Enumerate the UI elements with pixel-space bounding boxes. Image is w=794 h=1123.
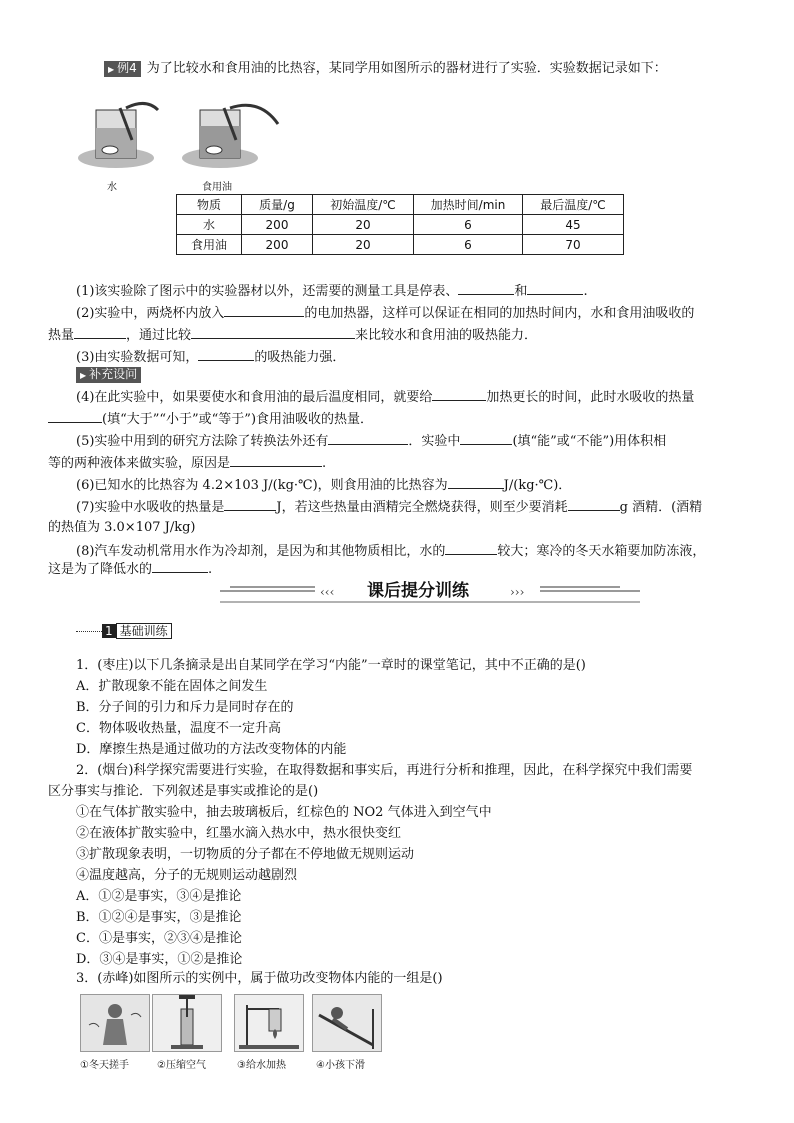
table-header: 最后温度/℃ bbox=[523, 195, 624, 215]
problem-3-stem: 3．(赤峰)如图所示的实例中，属于做功改变物体内能的一组是() bbox=[76, 971, 443, 986]
q1-text: (1)该实验除了图示中的实验器材以外，还需要的测量工具是停表、 bbox=[76, 284, 459, 299]
question-3 bbox=[76, 347, 345, 367]
q8-text-d: . bbox=[208, 562, 213, 577]
problem-2-item: ④温度越高，分子的无规则运动越剧烈 bbox=[76, 868, 298, 883]
q5-text-d: 等的两种液体来做实验，原因是 bbox=[48, 456, 231, 471]
problem-1-option-b: B．分子间的引力和斥力是同时存在的 bbox=[76, 700, 294, 715]
q3-text: (3)由实验数据可知， bbox=[76, 350, 199, 365]
answer-blank[interactable] bbox=[458, 281, 514, 295]
q2-text: (2)实验中，两烧杯内放入 bbox=[76, 306, 225, 321]
q2-text-b: 的电加热器，这样可以保证在相同的加热时间内，水和食用油吸收的 bbox=[304, 306, 695, 321]
question-8-line2 bbox=[48, 559, 212, 579]
compress-air-image bbox=[152, 994, 222, 1052]
question-4-line1 bbox=[76, 387, 694, 407]
q4-text-c: (填“大于”“小于”或“等于”)食用油吸收的热量． bbox=[102, 412, 374, 427]
child-slide-image bbox=[312, 994, 382, 1052]
q6-text-b: J/(kg·℃)． bbox=[503, 478, 572, 493]
q7-text-b: J，若这些热量由酒精完全燃烧获得，则至少要消耗 bbox=[276, 500, 568, 515]
table-cell: 6 bbox=[414, 215, 523, 235]
rubbing-hands-image bbox=[80, 994, 150, 1052]
water-label: 水 bbox=[107, 182, 117, 193]
table-header: 加热时间/min bbox=[414, 195, 523, 215]
question-4-line2 bbox=[48, 409, 373, 429]
problem-2-stem: 2．(烟台)科学探究需要进行实验，在取得数据和事实后，再进行分析和推理，因此，在科学探究中我们需要 bbox=[76, 763, 693, 778]
question-1 bbox=[76, 281, 588, 301]
table-cell: 20 bbox=[313, 215, 414, 235]
oil-label: 食用油 bbox=[202, 182, 232, 193]
answer-blank[interactable] bbox=[527, 281, 583, 295]
q3-text-b: 的吸热能力强． bbox=[254, 350, 346, 365]
answer-blank[interactable] bbox=[224, 497, 276, 511]
q5-text-e: . bbox=[322, 456, 327, 471]
question-5-line2 bbox=[48, 453, 326, 473]
table-header: 质量/g bbox=[242, 195, 313, 215]
data-table bbox=[176, 194, 624, 255]
extra-tag: ▶ 补充设问 bbox=[76, 367, 141, 383]
q1-end: . bbox=[583, 284, 588, 299]
table-cell: 20 bbox=[313, 235, 414, 255]
table-header: 初始温度/℃ bbox=[313, 195, 414, 215]
example-intro-line bbox=[104, 60, 667, 78]
example-intro: 为了比较水和食用油的比热容，某同学用如图所示的器材进行了实验．实验数据记录如下： bbox=[146, 61, 667, 76]
answer-blank[interactable] bbox=[460, 431, 512, 445]
problem-1-option-c: C．物体吸收热量，温度不一定升高 bbox=[76, 721, 281, 736]
svg-text:›››: ››› bbox=[510, 585, 525, 599]
q2-text-d: ，通过比较 bbox=[126, 328, 192, 343]
answer-blank[interactable] bbox=[74, 325, 126, 339]
question-6 bbox=[76, 475, 571, 495]
answer-blank[interactable] bbox=[230, 453, 322, 467]
q7-text-c: g 酒精．(酒精 bbox=[619, 500, 703, 515]
answer-blank[interactable] bbox=[198, 347, 254, 361]
table-cell: 水 bbox=[177, 215, 242, 235]
question-2-line2 bbox=[48, 325, 537, 345]
table-cell: 6 bbox=[414, 235, 523, 255]
oil-beaker-image bbox=[180, 100, 290, 170]
question-5-line1 bbox=[76, 431, 666, 451]
heat-water-image bbox=[234, 994, 304, 1052]
q6-text: (6)已知水的比热容为 4.2×103 J/(kg·℃)，则食用油的比热容为 bbox=[76, 478, 448, 493]
q4-text-b: 加热更长的时间，此时水吸收的热量 bbox=[486, 390, 695, 405]
q5-text-c: (填“能”或“不能”)用体积相 bbox=[512, 434, 667, 449]
problem-2-option-a: A．①②是事实，③④是推论 bbox=[76, 889, 242, 904]
question-8-line1 bbox=[76, 541, 705, 561]
image-caption: ④小孩下滑 bbox=[316, 1060, 365, 1071]
subsection-label: 基础训练 bbox=[116, 623, 172, 639]
answer-blank[interactable] bbox=[328, 431, 408, 445]
table-cell: 45 bbox=[523, 215, 624, 235]
dotted-leader bbox=[76, 631, 102, 632]
image-caption: ③给水加热 bbox=[237, 1060, 286, 1071]
q8-text: (8)汽车发动机常用水作为冷却剂，是因为和其他物质相比，水的 bbox=[76, 544, 446, 559]
table-cell: 200 bbox=[242, 215, 313, 235]
q1-and: 和 bbox=[514, 284, 528, 299]
subsection-tag bbox=[76, 622, 172, 639]
problem-1-stem: 1．(枣庄)以下几条摘录是出自某同学在学习“内能”一章时的课堂笔记，其中不正确的是() bbox=[76, 658, 586, 673]
table-cell: 200 bbox=[242, 235, 313, 255]
problem-2-option-d: D．③④是事实，①②是推论 bbox=[76, 952, 243, 967]
answer-blank[interactable] bbox=[48, 409, 102, 423]
extra-questions-header bbox=[76, 366, 147, 384]
problem-1-option-a: A．扩散现象不能在固体之间发生 bbox=[76, 679, 268, 694]
answer-blank[interactable] bbox=[448, 475, 504, 489]
q2-text-e: 来比较水和食用油的吸热能力． bbox=[355, 328, 538, 343]
table-header-row bbox=[177, 195, 624, 215]
problem-1-option-d: D．摩擦生热是通过做功的方法改变物体的内能 bbox=[76, 742, 347, 757]
image-caption: ②压缩空气 bbox=[157, 1060, 206, 1071]
answer-blank[interactable] bbox=[152, 559, 208, 573]
table-row bbox=[177, 215, 624, 235]
problem-2-option-b: B．①②④是事实，③是推论 bbox=[76, 910, 242, 925]
q8-text-b: 较大；寒冷的冬天水箱要加防冻液， bbox=[497, 544, 706, 559]
example-tag: ▶ 例4 bbox=[104, 61, 141, 77]
subsection-number: 1 bbox=[102, 624, 116, 638]
answer-blank[interactable] bbox=[224, 303, 304, 317]
problem-2-stem-cont: 区分事实与推论．下列叙述是事实或推论的是() bbox=[48, 784, 319, 799]
answer-blank[interactable] bbox=[432, 387, 486, 401]
q2-text-c: 热量 bbox=[48, 328, 75, 343]
q4-text: (4)在此实验中，如果要使水和食用油的最后温度相同，就要给 bbox=[76, 390, 433, 405]
table-cell: 70 bbox=[523, 235, 624, 255]
q5-text-b: ．实验中 bbox=[408, 434, 461, 449]
answer-blank[interactable] bbox=[191, 325, 355, 339]
table-row bbox=[177, 235, 624, 255]
problem-2-item: ③扩散现象表明，一切物质的分子都在不停地做无规则运动 bbox=[76, 847, 415, 862]
table-header: 物质 bbox=[177, 195, 242, 215]
question-7-line1 bbox=[76, 497, 702, 517]
svg-text:‹‹‹: ‹‹‹ bbox=[320, 585, 335, 599]
q7-text: (7)实验中水吸收的热量是 bbox=[76, 500, 225, 515]
table-cell: 食用油 bbox=[177, 235, 242, 255]
answer-blank[interactable] bbox=[445, 541, 497, 555]
section-title: 课后提分训练 bbox=[367, 581, 469, 601]
problem-2-option-c: C．①是事实，②③④是推论 bbox=[76, 931, 242, 946]
image-caption: ①冬天搓手 bbox=[80, 1060, 129, 1071]
problem-2-item: ①在气体扩散实验中，抽去玻璃板后，红棕色的 NO2 气体进入到空气中 bbox=[76, 805, 492, 820]
q7-text-d: 的热值为 3.0×107 J/kg) bbox=[48, 520, 196, 535]
question-7-line2 bbox=[48, 519, 196, 537]
q8-text-c: 这是为了降低水的 bbox=[48, 562, 153, 577]
question-2-line1 bbox=[76, 303, 694, 323]
answer-blank[interactable] bbox=[568, 497, 620, 511]
problem-2-item: ②在液体扩散实验中，红墨水滴入热水中，热水很快变红 bbox=[76, 826, 402, 841]
water-beaker-image bbox=[76, 100, 186, 170]
q5-text: (5)实验中用到的研究方法除了转换法外还有 bbox=[76, 434, 329, 449]
